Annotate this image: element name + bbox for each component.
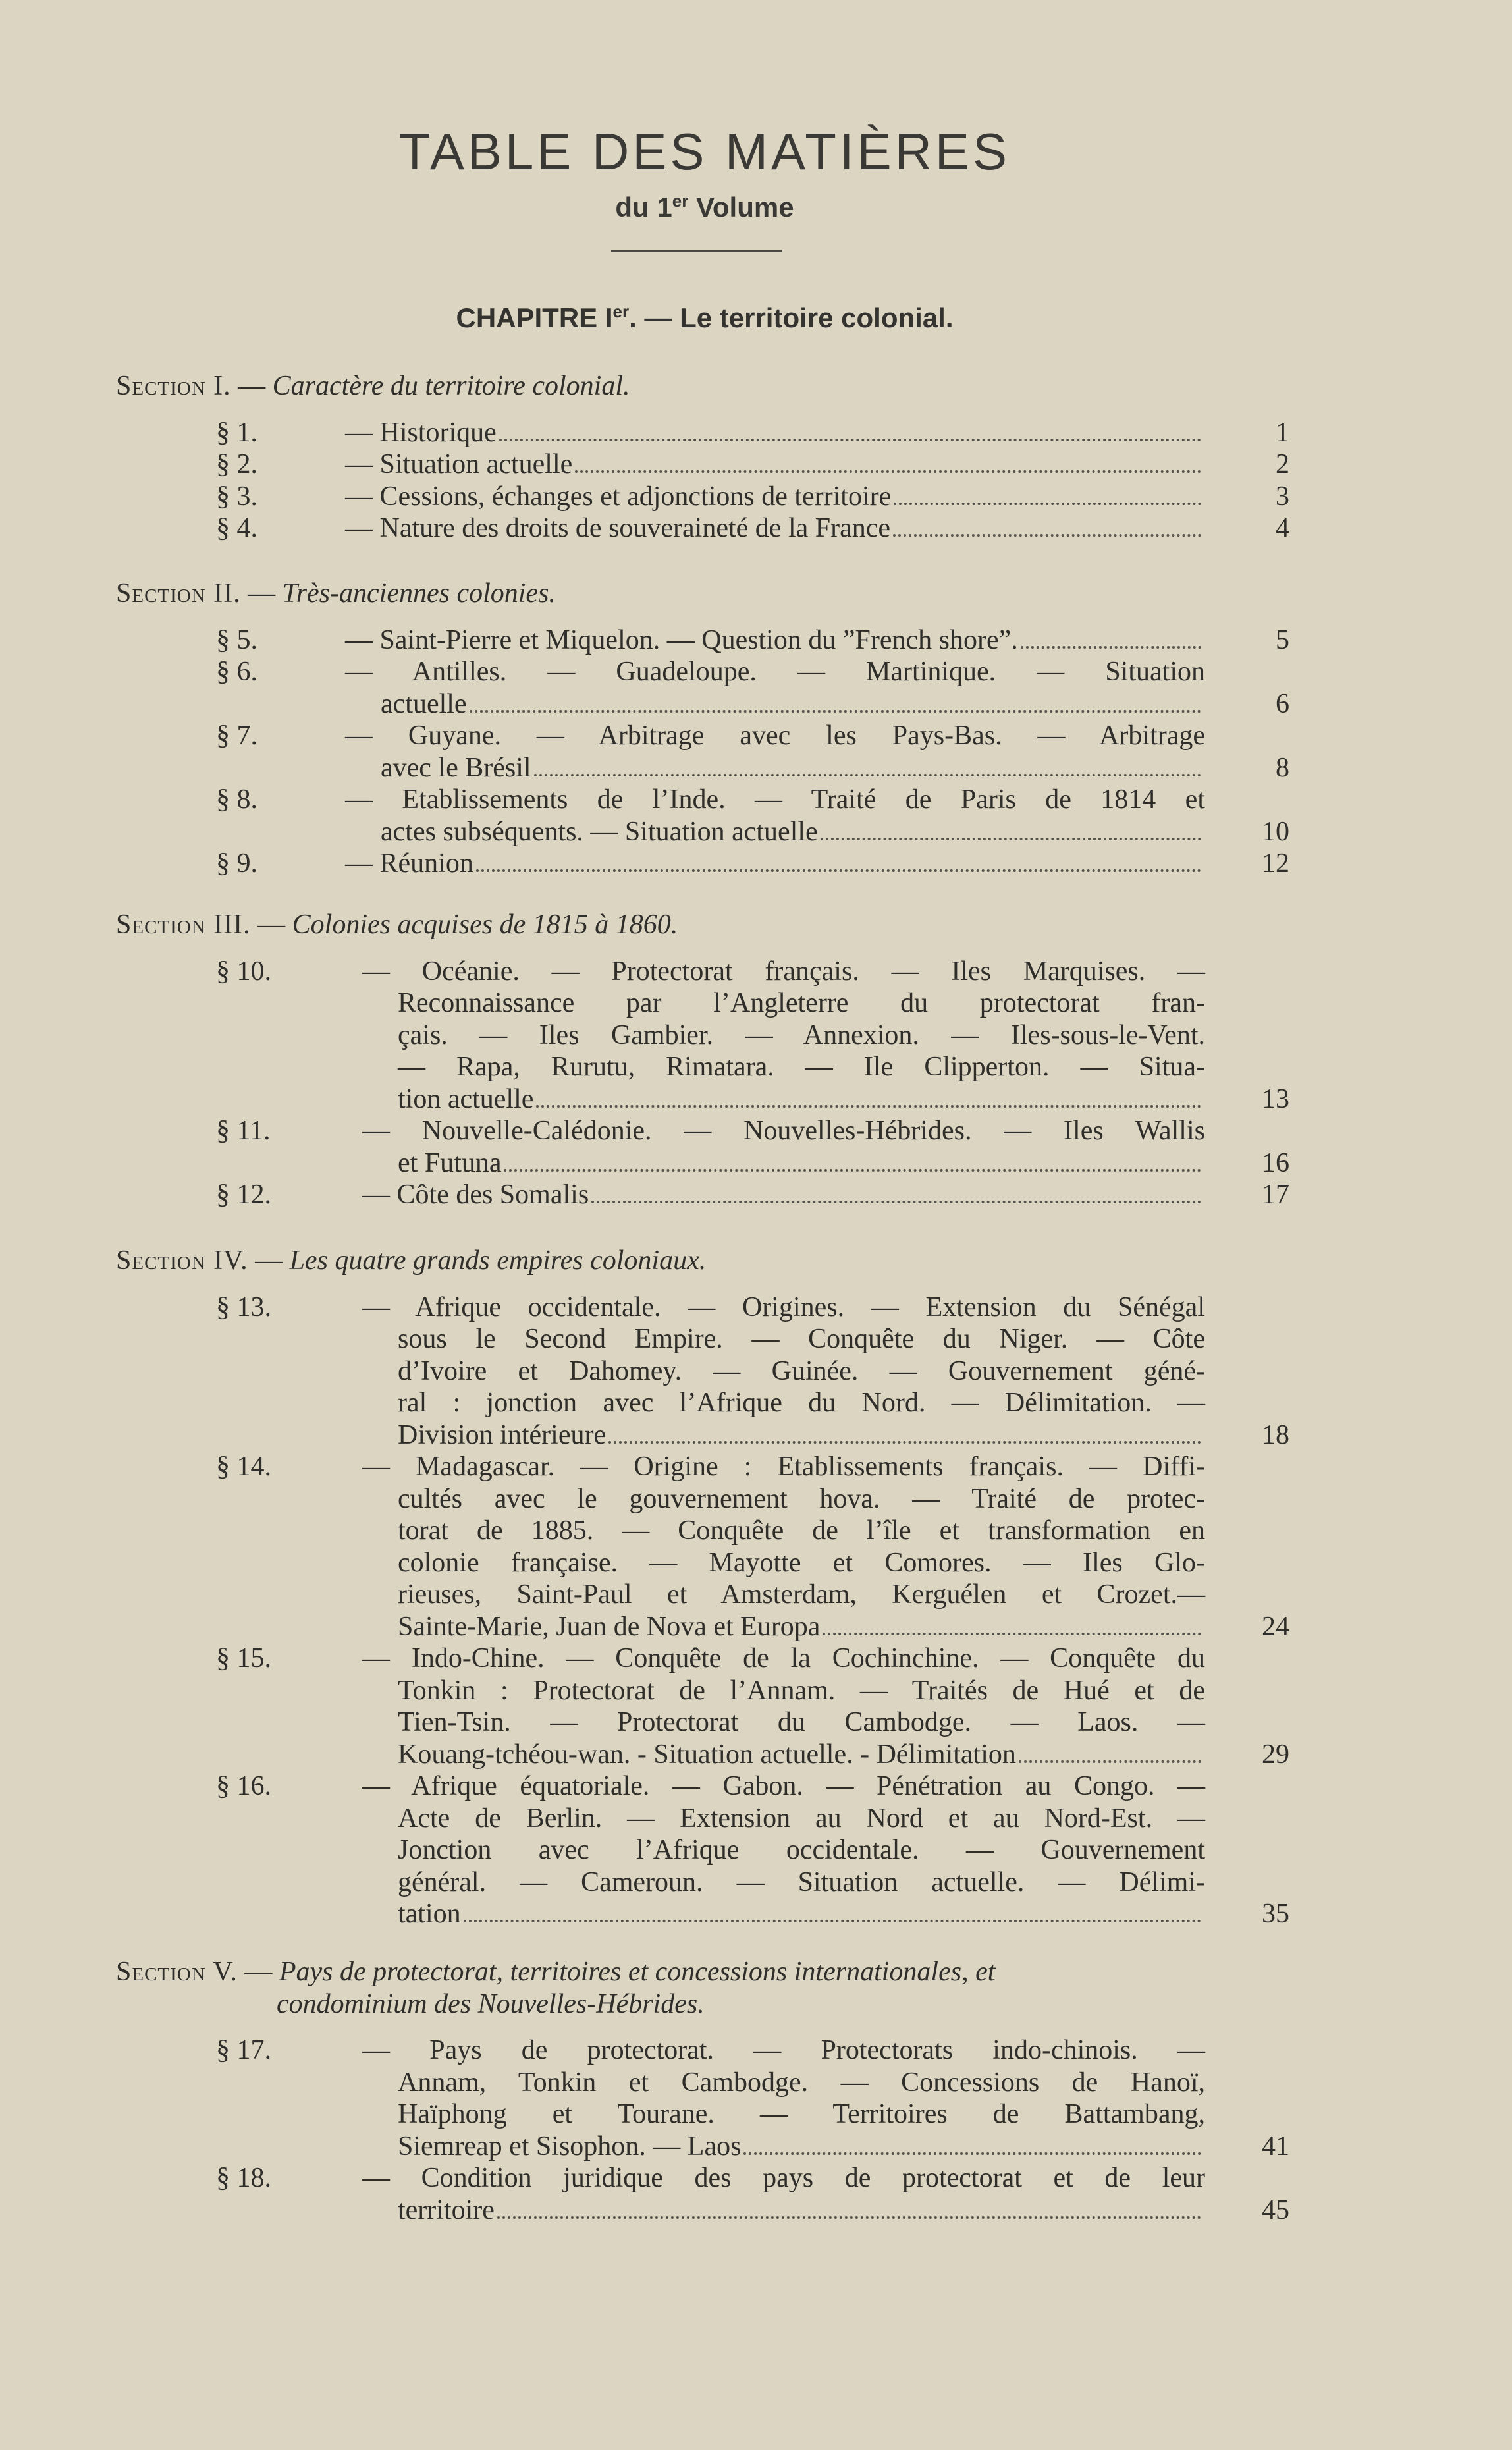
entry-line: [398, 1739, 1205, 1770]
entry-line: [381, 752, 1205, 784]
section-title: Pays de protectorat, territoires et concessions internationales, et: [279, 1957, 996, 1987]
leader-dots: [534, 774, 1201, 776]
leader-dots: [608, 1441, 1201, 1444]
entry-line: Haïphong et Tourane. — Territoires de Battambang,: [398, 2099, 1205, 2129]
section-dash: —: [238, 371, 266, 401]
entry-line: [398, 1083, 1205, 1115]
entry-line: [345, 624, 1205, 656]
entry-line: [345, 417, 1205, 449]
page-number: 1: [1276, 417, 1289, 448]
entry-line: — Océanie. — Protectorat français. — Iles Marquises. —: [362, 956, 1205, 987]
page-number: 35: [1262, 1899, 1289, 1929]
entry-number: § 3.: [216, 481, 257, 512]
entry-line: [362, 1179, 1205, 1211]
leader-dots: [823, 1633, 1201, 1635]
entry-number: § 15.: [216, 1643, 271, 1674]
entry-text: avec le Brésil: [381, 752, 531, 783]
entry-line: — Etablissements de l’Inde. — Traité de Paris de 1814 et: [345, 784, 1205, 815]
page-title: TABLE DES MATIÈRES: [399, 122, 1010, 180]
entry-line: [398, 1611, 1205, 1643]
entry-line: çais. — Iles Gambier. — Annexion. — Iles-sous-le-Vent.: [398, 1020, 1205, 1050]
entry-line: torat de 1885. — Conquête de l’île et transformation en: [398, 1515, 1205, 1546]
page-number: 45: [1262, 2194, 1289, 2225]
leader-dots: [476, 869, 1201, 872]
chapter-heading: [0, 302, 1409, 334]
entry-number: § 11.: [216, 1116, 271, 1146]
entry-line: [345, 848, 1205, 879]
section-dash: —: [257, 910, 286, 940]
section-label: Section II.: [116, 578, 241, 609]
leader-dots: [497, 2216, 1201, 2219]
leader-dots: [499, 439, 1201, 441]
leader-dots: [536, 1105, 1201, 1108]
leader-dots: [821, 838, 1201, 840]
chapter-suffix: . — Le territoire colonial.: [629, 302, 954, 333]
entry-text: tation: [398, 1899, 461, 1929]
entry-line: [398, 1898, 1205, 1930]
page-number: 4: [1276, 513, 1289, 543]
section-label: Section IV.: [116, 1245, 248, 1276]
page-number: 8: [1276, 752, 1289, 783]
entry-line: sous le Second Empire. — Conquête du Niger. — Côte: [398, 1324, 1205, 1354]
leader-dots: [470, 710, 1201, 713]
leader-dots: [1019, 1760, 1201, 1763]
section-dash: —: [255, 1245, 283, 1276]
entry-line: Annam, Tonkin et Cambodge. — Concessions de Hanoï,: [398, 2067, 1205, 2098]
entry-line: [381, 816, 1205, 848]
leader-dots: [894, 503, 1201, 505]
page-number: 17: [1262, 1180, 1289, 1210]
entry-line: [398, 2131, 1205, 2162]
entry-line: Jonction avec l’Afrique occidentale. — Gouvernement: [398, 1835, 1205, 1865]
entry-text: — Côte des Somalis: [362, 1180, 589, 1210]
page-number: 10: [1262, 816, 1289, 847]
section-heading: [116, 370, 1301, 402]
entry-text: — Historique: [345, 417, 497, 448]
entry-number: § 2.: [216, 449, 257, 479]
entry-number: § 6.: [216, 657, 257, 687]
entry-number: § 9.: [216, 848, 257, 879]
entry-text: actuelle: [381, 688, 467, 719]
entry-line: — Guyane. — Arbitrage avec les Pays-Bas. — Arbitrage: [345, 721, 1205, 751]
section-label: Section V.: [116, 1957, 238, 1987]
section-title: Les quatre grands empires coloniaux.: [289, 1245, 707, 1276]
entry-line: [398, 1147, 1205, 1179]
entry-text: et Futuna: [398, 1147, 502, 1178]
subtitle-prefix: du 1: [615, 192, 672, 223]
entry-number: § 13.: [216, 1292, 271, 1322]
entry-text: Siemreap et Sisophon. — Laos: [398, 2131, 742, 2162]
entry-number: § 10.: [216, 956, 271, 987]
entry-text: territoire: [398, 2194, 495, 2225]
page-number: 13: [1262, 1083, 1289, 1114]
section-heading: [116, 1245, 1301, 1276]
section-dash: —: [244, 1957, 273, 1987]
entry-line: — Nouvelle-Calédonie. — Nouvelles-Hébrides. — Iles Wallis: [362, 1116, 1205, 1146]
entry-line: [398, 1419, 1205, 1451]
entry-line: [345, 449, 1205, 480]
section-heading: [116, 1956, 1301, 1988]
section-heading: [116, 578, 1301, 609]
entry-text: Division intérieure: [398, 1419, 607, 1450]
entry-text: tion actuelle: [398, 1083, 534, 1114]
section-heading: [116, 909, 1301, 940]
section-label: Section III.: [116, 910, 251, 940]
entry-line: colonie française. — Mayotte et Comores. — Iles Glo-: [398, 1547, 1205, 1578]
subtitle-sup: er: [672, 191, 689, 211]
entry-number: § 7.: [216, 721, 257, 751]
entry-line: — Antilles. — Guadeloupe. — Martinique. — Situation: [345, 657, 1205, 687]
entry-line: Tien-Tsin. — Protectorat du Cambodge. — Laos. —: [398, 1707, 1205, 1737]
page-number: 24: [1262, 1611, 1289, 1642]
section-label: Section I.: [116, 371, 231, 401]
section-title: Colonies acquises de 1815 à 1860.: [292, 910, 678, 940]
entry-number: § 1.: [216, 417, 257, 448]
entry-text: — Situation actuelle: [345, 449, 573, 479]
volume-subtitle: [0, 191, 1409, 223]
entry-number: § 5.: [216, 624, 257, 655]
page-number: 12: [1262, 848, 1289, 879]
leader-dots: [575, 470, 1201, 473]
entry-line: [345, 512, 1205, 544]
entry-line: général. — Cameroun. — Situation actuelle. — Délimi-: [398, 1866, 1205, 1897]
leader-dots: [464, 1920, 1201, 1922]
entry-line: rieuses, Saint-Paul et Amsterdam, Kerguélen et Crozet.—: [398, 1579, 1205, 1610]
entry-number: § 14.: [216, 1452, 271, 1482]
entry-number: § 17.: [216, 2035, 271, 2065]
entry-line: — Indo-Chine. — Conquête de la Cochinchine. — Conquête du: [362, 1643, 1205, 1674]
entry-text: — Saint-Pierre et Miquelon. — Question du ”French shore”.: [345, 624, 1018, 655]
page-number: 5: [1276, 624, 1289, 655]
leader-dots: [893, 534, 1201, 537]
entry-line: cultés avec le gouvernement hova. — Traité de protec-: [398, 1483, 1205, 1514]
entry-line: [398, 2194, 1205, 2226]
entry-line: — Rapa, Rurutu, Rimatara. — Ile Clipperton. — Situa-: [398, 1052, 1205, 1082]
entry-number: § 12.: [216, 1180, 271, 1210]
entry-line: [381, 688, 1205, 720]
page-number: 3: [1276, 481, 1289, 512]
section-title: Caractère du territoire colonial.: [272, 371, 630, 401]
page-number: 41: [1262, 2131, 1289, 2162]
subtitle-suffix: Volume: [688, 192, 794, 223]
entry-number: § 18.: [216, 2163, 271, 2193]
entry-line: Acte de Berlin. — Extension au Nord et au Nord-Est. —: [398, 1803, 1205, 1834]
leader-dots: [504, 1169, 1201, 1172]
title-divider: [611, 250, 782, 252]
page-number: 2: [1276, 449, 1289, 479]
entry-text: actes subséquents. — Situation actuelle: [381, 816, 818, 847]
entry-number: § 8.: [216, 784, 257, 815]
section-title: Très-anciennes colonies.: [282, 578, 556, 609]
chapter-sup: er: [612, 302, 630, 321]
entry-number: § 16.: [216, 1771, 271, 1801]
entry-number: § 4.: [216, 513, 257, 543]
leader-dots: [1021, 646, 1201, 649]
entry-line: — Pays de protectorat. — Protectorats indo-chinois. —: [362, 2035, 1205, 2065]
page-number: 6: [1276, 688, 1289, 719]
section-dash: —: [248, 578, 276, 609]
page-number: 16: [1262, 1147, 1289, 1178]
section-title-line2: condominium des Nouvelles-Hébrides.: [277, 1988, 705, 2019]
entry-line: Reconnaissance par l’Angleterre du protectorat fran-: [398, 988, 1205, 1018]
entry-line: — Afrique occidentale. — Origines. — Extension du Sénégal: [362, 1292, 1205, 1322]
page-number: 29: [1262, 1739, 1289, 1770]
entry-text: — Nature des droits de souveraineté de la France: [345, 513, 891, 543]
leader-dots: [743, 2152, 1201, 2155]
entry-line: d’Ivoire et Dahomey. — Guinée. — Gouvernement géné-: [398, 1355, 1205, 1386]
entry-text: Sainte-Marie, Juan de Nova et Europa: [398, 1611, 821, 1642]
entry-line: — Condition juridique des pays de protectorat et de leur: [362, 2163, 1205, 2193]
entry-line: ral : jonction avec l’Afrique du Nord. — Délimitation. —: [398, 1388, 1205, 1418]
entry-line: Tonkin : Protectorat de l’Annam. — Traités de Hué et de: [398, 1675, 1205, 1706]
entry-text: — Cessions, échanges et adjonctions de territoire: [345, 481, 892, 512]
entry-line: — Madagascar. — Origine : Etablissements français. — Diffi-: [362, 1452, 1205, 1482]
entry-text: — Réunion: [345, 848, 473, 879]
leader-dots: [591, 1201, 1201, 1203]
page-number: 18: [1262, 1419, 1289, 1450]
entry-text: Kouang-tchéou-wan. - Situation actuelle. - Délimitation: [398, 1739, 1016, 1770]
entry-line: [345, 481, 1205, 512]
chapter-prefix: CHAPITRE I: [456, 302, 613, 333]
entry-line: — Afrique équatoriale. — Gabon. — Pénétration au Congo. —: [362, 1771, 1205, 1801]
